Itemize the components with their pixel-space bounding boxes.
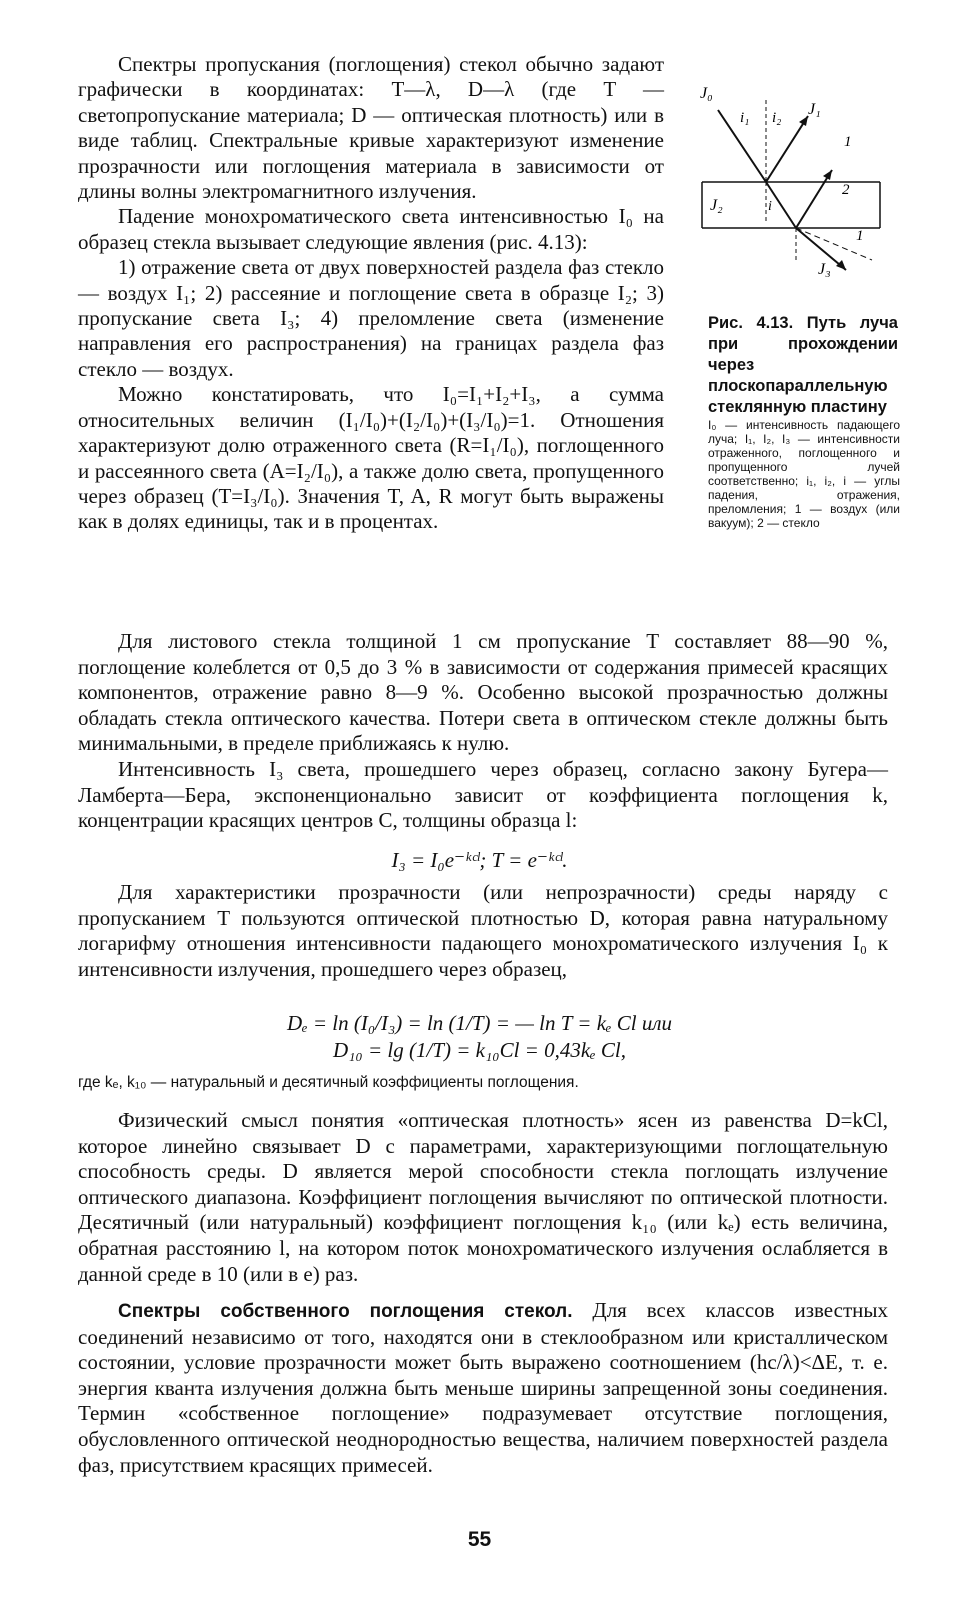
figure-caption-legend: I₀ — интенсивность падающего луча; I₁, I₂, I₃ — интенсивности отраженного, поглощенного и пропущенного лучей соответственно; i₁, i₂, i — углы падения, отражения, преломления; 1 — воздух (или вакуум); 2 — стекло (708, 418, 900, 530)
figure-label: i₂ (772, 110, 782, 126)
paragraph: 1) отражение света от двух поверхностей раздела фаз стекло — воздух I₁; 2) рассеяние и поглощение света в образце I₂; 3) пропускание света I₃; 4) преломление света (изменение направления его распространения) на границах раздела фаз стекло — воздух. (78, 255, 664, 381)
figure-label: i₁ (740, 110, 750, 126)
equation-note: где kₑ, k₁₀ — натуральный и десятичный коэффициенты поглощения. (78, 1074, 579, 1091)
figure-label: 1 (844, 134, 852, 150)
paragraph: Можно констатировать, что I₀=I₁+I₂+I₃, а сумма относительных величин (I₁/I₀)+(I₂/I₀)+(I₃/I₀)=1. Отношения характеризуют долю отраженного света (R=I₁/I₀), поглощенного и рассеянного света (A=I₂/I₀), а также долю света, пропущенного через образец (T=I₃/I₀). Значения T, A, R могут быть выражены как в долях единицы, так и в процентах. (78, 382, 664, 534)
paragraph: Для листового стекла толщиной 1 см пропускание T составляет 88—90 %, поглощение колеблется от 0,5 до 3 % в зависимости от содержания примесей красящих компонентов, отражение равно 8—9 %. Особенно высокой прозрачностью должны обладать стекла оптического качества. Потери света в оптическом стекле должны быть минимальными, в пределе приближаясь к нулю. (78, 629, 888, 756)
figure-label: J₁ (808, 101, 821, 118)
body-section-4 (78, 1298, 888, 1478)
equation: Dₑ = ln (I₀/I₃) = ln (1/T) = — ln T = kₑ Cl или (286, 1011, 673, 1035)
figure-label: J₂ (710, 197, 723, 214)
paragraph-text: Для всех классов известных соединений независимо от того, находятся они в стеклообразном или кристаллическом состоянии, условие прозрачности может быть выражено соотношением (hc/λ)<ΔE, т. е. энергия кванта излучения должна быть меньше ширины запрещенной зоны соединения. Термин «собственное поглощение» подразумевает отсутствие поглощения, обусловленного оптической неоднородностью вещества, наличием поверхностей раздела фаз, присутствием красящих примесей. (78, 1298, 888, 1477)
figure-label: J₃ (818, 261, 831, 278)
paragraph: Интенсивность I₃ света, прошедшего через образец, согласно закону Бугера—Ламберта—Бера, экспоненционально зависит от коэффициента поглощения k, концентрации красящих центров C, толщины образца l: (78, 756, 888, 833)
figure-caption-title: Рис. 4.13. Путь луча при прохождении через плоскопараллельную стеклянную пластину (708, 314, 898, 416)
paragraph: Спектры пропускания (поглощения) стекол обычно задают графически в координатах: T—λ, D—λ (где T — светопропускание материала; D — оптическая плотность) или в виде таблиц. Спектральные кривые характеризуют изменение прозрачности или поглощения материала в зависимости от длины волны электромагнитного излучения. (78, 52, 664, 204)
figure-label: J₀ (700, 85, 713, 102)
paragraph (78, 1298, 888, 1478)
page-number: 55 (467, 1528, 492, 1551)
paragraph: Падение монохроматического света интенсивностью I₀ на образец стекла вызывает следующие явления (рис. 4.13): (78, 204, 664, 254)
figure-label: i (768, 199, 772, 214)
equation: D₁₀ = lg (1/T) = k₁₀Cl = 0,43kₑ Cl, (332, 1038, 627, 1062)
body-section-2 (78, 880, 888, 982)
body-section-3 (78, 1108, 888, 1287)
figure-label: 2 (842, 182, 850, 198)
left-text-column (78, 52, 664, 535)
figure-label: 1 (856, 228, 864, 244)
equation: I₃ = I₀e⁻ᵏᶜˡ; T = e⁻ᵏᶜˡ. (391, 848, 568, 872)
section-heading: Спектры собственного поглощения стекол. (118, 1301, 573, 1322)
ray-path-figure (696, 70, 886, 280)
body-section-1 (78, 629, 888, 834)
paragraph: Физический смысл понятия «оптическая плотность» ясен из равенства D=kCl, которое линейно связывает D с параметрами, характеризующими поглощательную способность среды. D является мерой способности стекла поглощать излучение оптического диапазона. Коэффициент поглощения вычисляют по оптической плотности. Десятичный (или натуральный) коэффициент поглощения k₁₀ (или kₑ) есть величина, обратная расстоянию l, на котором поток монохроматического излучения ослабляется в данной среде в 10 (или в e) раз. (78, 1108, 888, 1286)
paragraph: Для характеристики прозрачности (или непрозрачности) среды наряду с пропусканием T пользуются оптической плотностью D, которая равна натуральному логарифму отношения интенсивности падающего монохроматического излучения I₀ к интенсивности излучения, прошедшего через образец, (78, 880, 888, 981)
